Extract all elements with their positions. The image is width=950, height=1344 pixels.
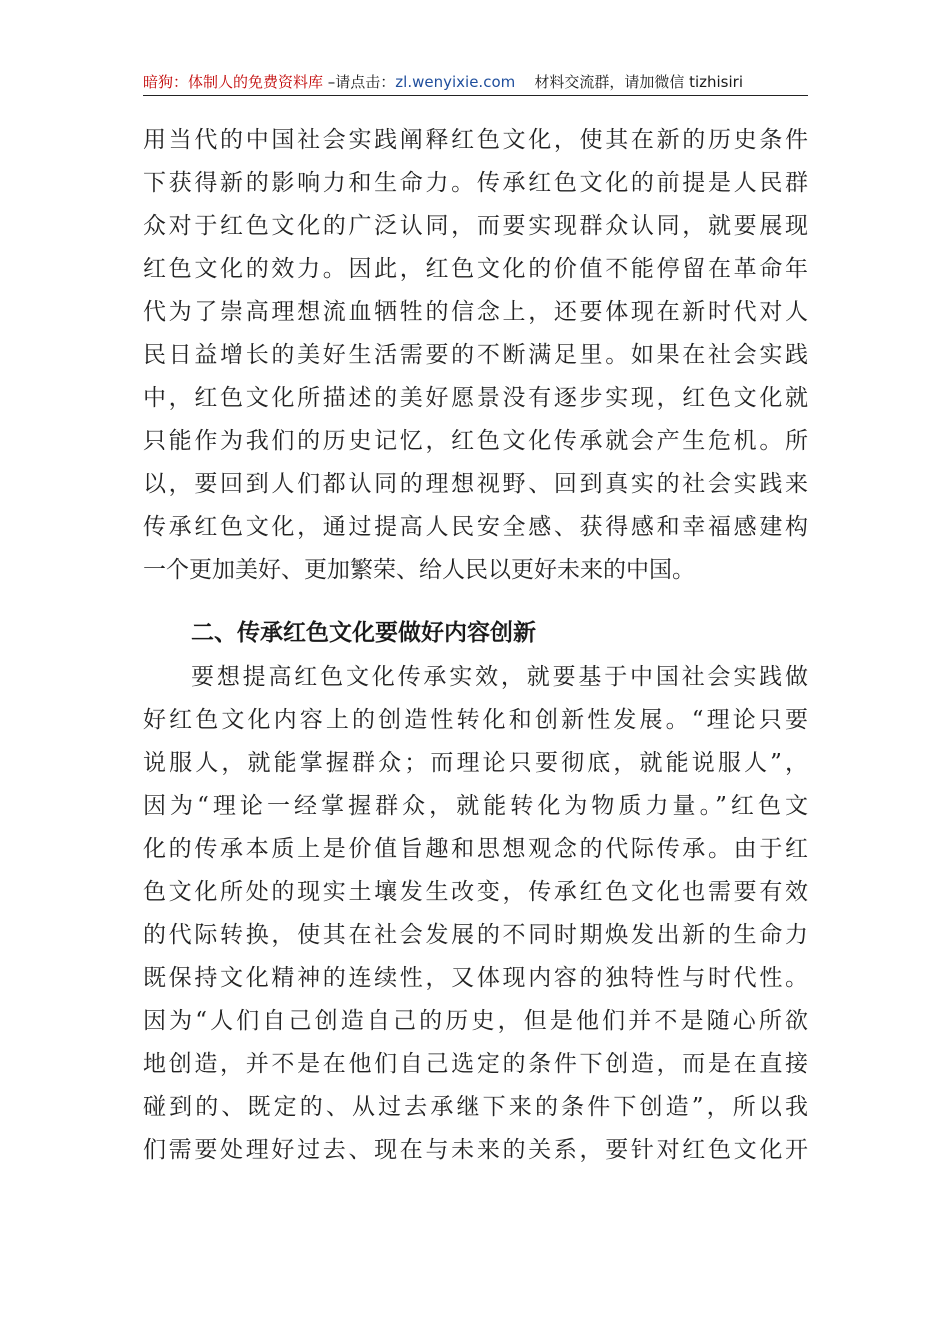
text-line: 说服人，就能掌握群众；而理论只要彻底，就能说服人”， xyxy=(143,750,808,776)
text-line: 既保持文化精神的连续性，又体现内容的独特性与时代性。 xyxy=(143,965,808,991)
text-line: 众对于红色文化的广泛认同，而要实现群众认同，就要展现 xyxy=(143,213,808,239)
text-line: 民日益增长的美好生活需要的不断满足里。如果在社会实践 xyxy=(143,342,808,368)
text-line: 传承红色文化，通过提高人民安全感、获得感和幸福感建构 xyxy=(143,514,808,540)
text-line: 好红色文化内容上的创造性转化和创新性发展。“理论只要 xyxy=(143,707,808,733)
text-line: 因为“理论一经掌握群众，就能转化为物质力量。”红色文 xyxy=(143,793,808,819)
text-line: 因为“人们自己创造自己的历史，但是他们并不是随心所欲 xyxy=(143,1008,808,1034)
header-url-link[interactable]: zl.wenyixie.com xyxy=(395,73,516,91)
text-line: 的代际转换，使其在社会发展的不同时期焕发出新的生命力 xyxy=(143,922,808,948)
text-line: 用当代的中国社会实践阐释红色文化，使其在新的历史条件 xyxy=(143,127,808,153)
text-line: 要想提高红色文化传承实效，就要基于中国社会实践做 xyxy=(191,664,808,690)
text-line: 以，要回到人们都认同的理想视野、回到真实的社会实践来 xyxy=(143,471,808,497)
text-line: 地创造，并不是在他们自己选定的条件下创造，而是在直接 xyxy=(143,1051,808,1077)
text-line: 化的传承本质上是价值旨趣和思想观念的代际传承。由于红 xyxy=(143,836,808,862)
section-heading: 二、传承红色文化要做好内容创新 xyxy=(191,620,536,646)
text-line: 一个更加美好、更加繁荣、给人民以更好未来的中国。 xyxy=(143,557,695,583)
header-spacer xyxy=(515,73,534,91)
text-line: 代为了崇高理想流血牺牲的信念上，还要体现在新时代对人 xyxy=(143,299,808,325)
text-line: 下获得新的影响力和生命力。传承红色文化的前提是人民群 xyxy=(143,170,808,196)
text-line: 中，红色文化所描述的美好愿景没有逐步实现，红色文化就 xyxy=(143,385,808,411)
text-line: 色文化所处的现实土壤发生改变，传承红色文化也需要有效 xyxy=(143,879,808,905)
header-divider xyxy=(143,95,808,96)
header-site-name: 暗狗：体制人的免费资料库 xyxy=(143,73,324,91)
body-paragraph-2 xyxy=(143,656,808,1172)
text-line: 红色文化的效力。因此，红色文化的价值不能停留在革命年 xyxy=(143,256,808,282)
text-line: 碰到的、既定的、从过去承继下来的条件下创造”，所以我 xyxy=(143,1094,808,1120)
page-header xyxy=(143,72,808,94)
text-line: 只能作为我们的历史记忆，红色文化传承就会产生危机。所 xyxy=(143,428,808,454)
header-contact: 材料交流群，请加微信 tizhisiri xyxy=(534,73,743,91)
header-click-text: –请点击： xyxy=(323,73,396,91)
body-paragraph-1 xyxy=(143,119,808,592)
text-line: 们需要处理好过去、现在与未来的关系，要针对红色文化开 xyxy=(143,1137,808,1163)
section-heading-block xyxy=(143,612,808,655)
